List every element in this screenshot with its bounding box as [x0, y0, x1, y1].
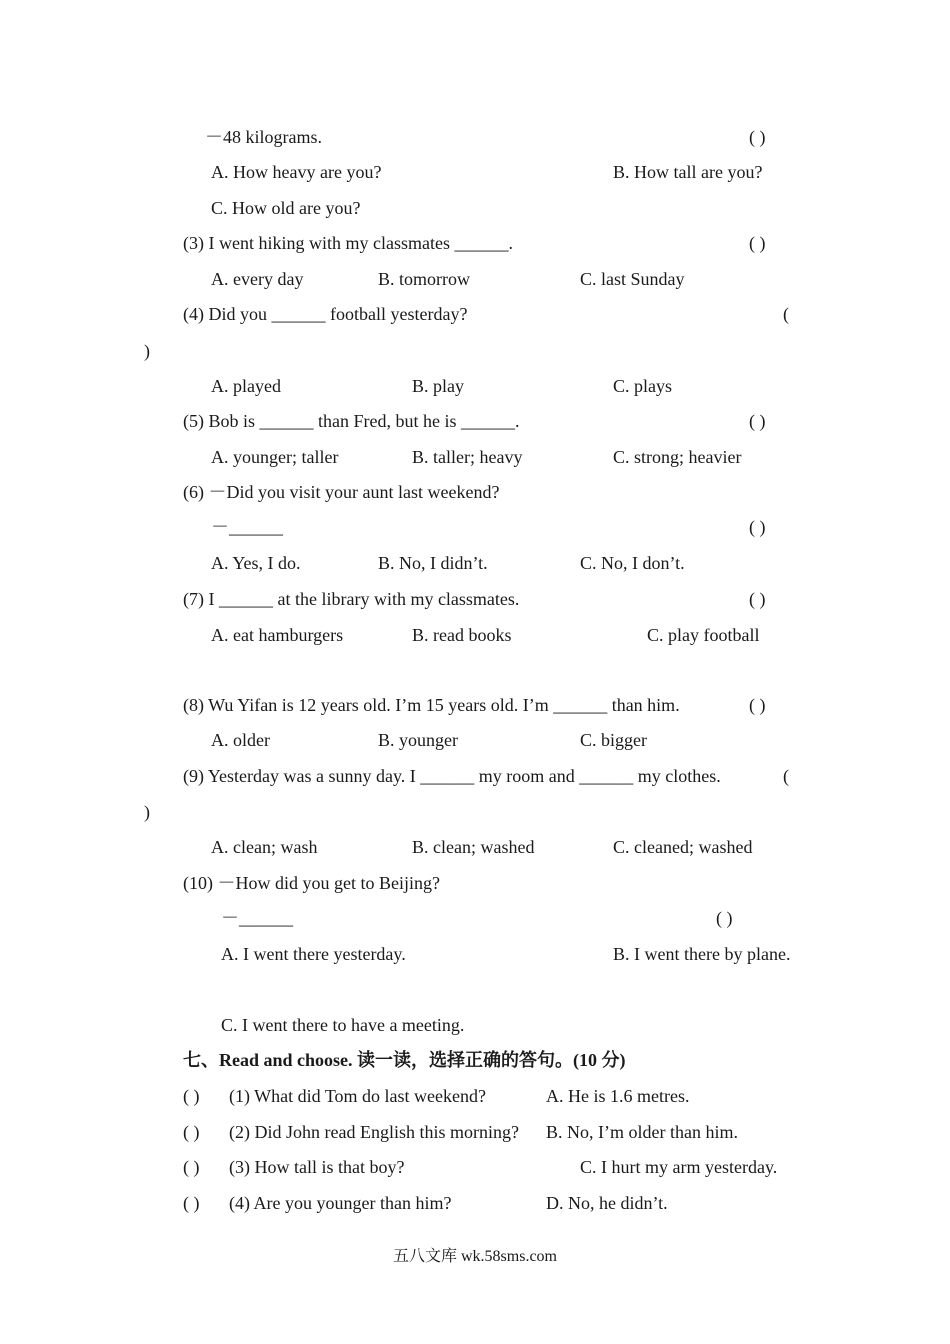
q2-option-a[interactable]: A. How heavy are you? [211, 162, 382, 182]
q7-stem: (7) I ______ at the library with my classmates. [183, 589, 520, 609]
q2-answer-bracket[interactable]: ( ) [749, 127, 766, 147]
q6-option-a[interactable]: A. Yes, I do. [211, 553, 301, 573]
q9-bracket-open[interactable]: ( [783, 766, 789, 786]
q6-stem: (6) －Did you visit your aunt last weekend? [183, 482, 500, 502]
s7-q1-question: (1) What did Tom do last weekend? [229, 1086, 487, 1106]
q4-option-b[interactable]: B. play [412, 376, 464, 396]
q2-answer-line: －48 kilograms. [205, 127, 322, 147]
q7-answer-bracket[interactable]: ( ) [749, 589, 766, 609]
q6-option-c[interactable]: C. No, I don’t. [580, 553, 685, 573]
q8-option-a[interactable]: A. older [211, 730, 270, 750]
q9-stem: (9) Yesterday was a sunny day. I ______ my room and ______ my clothes. [183, 766, 721, 786]
s7-q4-question: (4) Are you younger than him? [229, 1193, 452, 1213]
q9-option-a[interactable]: A. clean; wash [211, 837, 318, 857]
q2-option-c[interactable]: C. How old are you? [211, 198, 361, 218]
q7-option-c[interactable]: C. play football [647, 625, 760, 645]
q9-bracket-close[interactable]: ) [144, 802, 150, 822]
q8-stem: (8) Wu Yifan is 12 years old. I’m 15 years old. I’m ______ than him. [183, 695, 680, 715]
q3-option-b[interactable]: B. tomorrow [378, 269, 470, 289]
q3-stem: (3) I went hiking with my classmates ______. [183, 233, 513, 253]
q4-stem: (4) Did you ______ football yesterday? [183, 304, 468, 324]
q4-bracket-open[interactable]: ( [783, 304, 789, 324]
q4-option-a[interactable]: A. played [211, 376, 281, 396]
q2-option-b[interactable]: B. How tall are you? [613, 162, 763, 182]
q5-option-b[interactable]: B. taller; heavy [412, 447, 523, 467]
q10-option-b[interactable]: B. I went there by plane. [613, 944, 791, 964]
q10-answer-line: －______ [221, 908, 293, 928]
q9-option-b[interactable]: B. clean; washed [412, 837, 535, 857]
s7-answer-c: C. I hurt my arm yesterday. [580, 1157, 778, 1177]
q7-option-b[interactable]: B. read books [412, 625, 512, 645]
q5-option-a[interactable]: A. younger; taller [211, 447, 339, 467]
q10-answer-bracket[interactable]: ( ) [716, 908, 733, 928]
s7-q2-bracket[interactable]: ( ) [183, 1122, 200, 1142]
q8-option-c[interactable]: C. bigger [580, 730, 647, 750]
s7-answer-a: A. He is 1.6 metres. [546, 1086, 690, 1106]
q3-option-a[interactable]: A. every day [211, 269, 304, 289]
q8-answer-bracket[interactable]: ( ) [749, 695, 766, 715]
q6-answer-bracket[interactable]: ( ) [749, 517, 766, 537]
s7-answer-d: D. No, he didn’t. [546, 1193, 668, 1213]
q10-stem: (10) －How did you get to Beijing? [183, 873, 440, 893]
s7-q2-question: (2) Did John read English this morning? [229, 1122, 519, 1142]
page-footer: 五八文库 wk.58sms.com [392, 1248, 557, 1265]
s7-answer-b: B. No, I’m older than him. [546, 1122, 738, 1142]
q3-option-c[interactable]: C. last Sunday [580, 269, 685, 289]
q4-bracket-close[interactable]: ) [144, 341, 150, 361]
q9-option-c[interactable]: C. cleaned; washed [613, 837, 753, 857]
q5-option-c[interactable]: C. strong; heavier [613, 447, 742, 467]
s7-q3-bracket[interactable]: ( ) [183, 1157, 200, 1177]
q3-answer-bracket[interactable]: ( ) [749, 233, 766, 253]
q8-option-b[interactable]: B. younger [378, 730, 458, 750]
s7-q3-question: (3) How tall is that boy? [229, 1157, 405, 1177]
s7-q1-bracket[interactable]: ( ) [183, 1086, 200, 1106]
q10-option-a[interactable]: A. I went there yesterday. [221, 944, 406, 964]
q6-answer-line: －______ [211, 517, 283, 537]
q5-answer-bracket[interactable]: ( ) [749, 411, 766, 431]
q4-option-c[interactable]: C. plays [613, 376, 673, 396]
q6-option-b[interactable]: B. No, I didn’t. [378, 553, 488, 573]
s7-q4-bracket[interactable]: ( ) [183, 1193, 200, 1213]
section7-heading: 七、Read and choose. 读一读，选择正确的答句。(10 分) [183, 1050, 626, 1070]
q10-option-c[interactable]: C. I went there to have a meeting. [221, 1015, 465, 1035]
q5-stem: (5) Bob is ______ than Fred, but he is ______. [183, 411, 520, 431]
q7-option-a[interactable]: A. eat hamburgers [211, 625, 344, 645]
